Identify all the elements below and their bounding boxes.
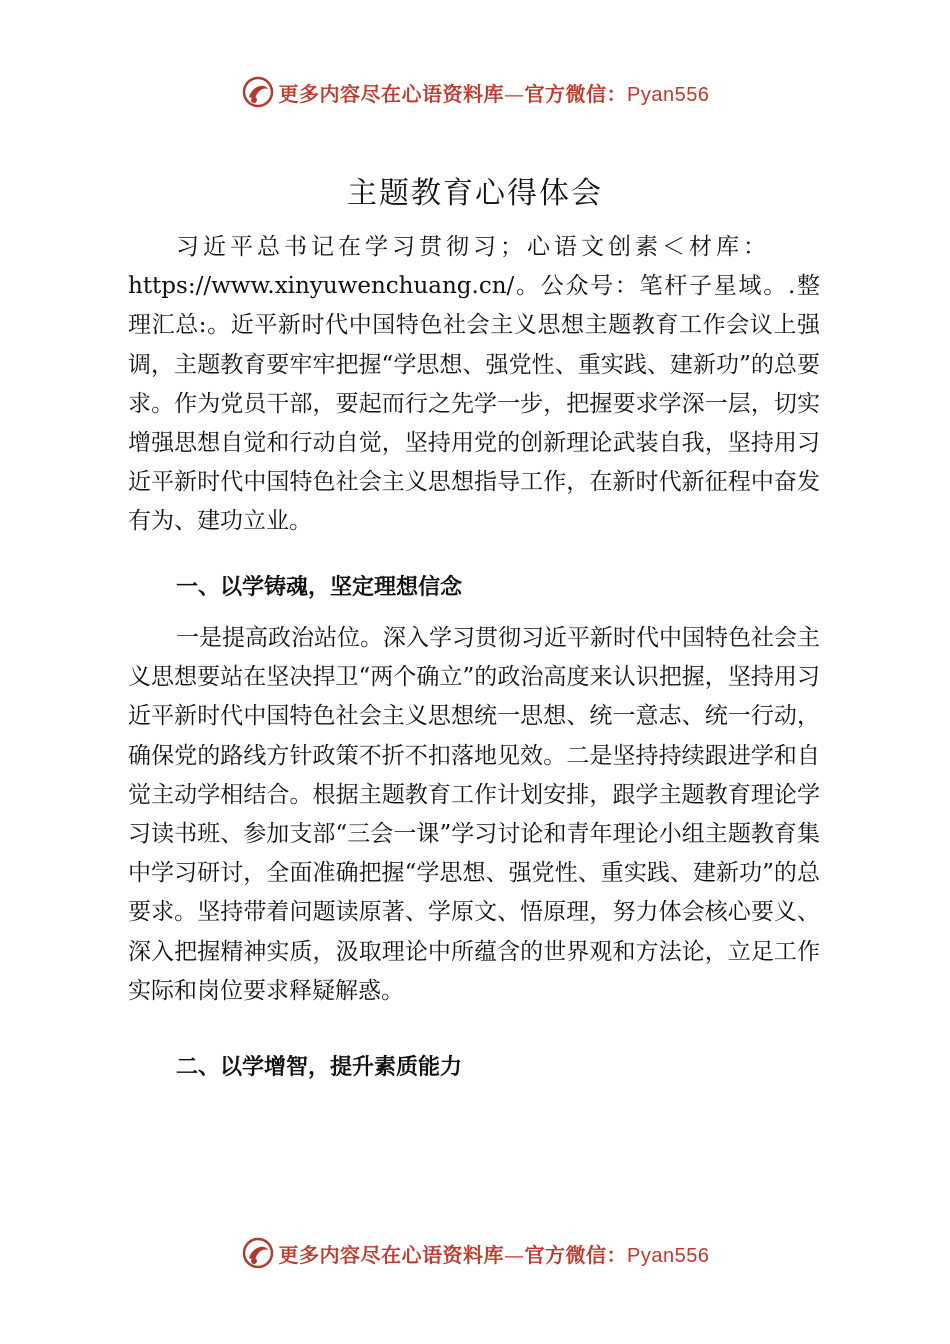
swirl-logo-icon (241, 75, 275, 109)
section-heading-1: 一、以学铸魂，坚定理想信念 (176, 574, 463, 599)
footer-watermark (0, 1233, 950, 1273)
watermark-separator: — (504, 81, 525, 106)
section1-paragraph: 一是提高政治站位。深入学习贯彻习近平新时代中国特色社会主义思想要站在坚决捍卫“两个确立”的政治高度来认识把握，坚持用习近平新时代中国特色社会主义思想统一思想、统一意志、统一行动，确保党的路线方针政策不折不扣落地见效。二是坚持持续跟进学和自觉主动学相结合。根据主题教育工作计划安排，跟学主题教育理论学习读书班、参加支部“三会一课”学习讨论和青年理论小组主题教育集中学习研讨，全面准确把握“学思想、强党性、重实践、建新功”的总要求。坚持带着问题读原著、学原文、悟原理，努力体会核心要义、深入把握精神实质，汲取理论中所蕴含的世界观和方法论，立足工作实际和岗位要求释疑解惑。 (128, 625, 820, 1004)
section-heading-2: 二、以学增智，提升素质能力 (176, 1054, 463, 1079)
watermark-site-text: 更多内容尽在心语资料库 (278, 81, 505, 106)
swirl-logo-icon (241, 1236, 275, 1270)
header-watermark (0, 72, 950, 112)
intro-line1: 习近平总书记在学习贯彻习；心语文创素＜材库： (176, 234, 770, 260)
watermark-wechat-label: 官方微信： (524, 81, 628, 106)
intro-paragraph (128, 228, 820, 542)
document-title: 主题教育心得体会 (347, 176, 603, 211)
watermark-site-text: 更多内容尽在心语资料库 (278, 1242, 505, 1267)
watermark-wechat-label: 官方微信： (524, 1242, 628, 1267)
intro-rest: https://www.xinyuwenchuang.cn/。公众号：笔杆子星域。.整理汇总:。近平新时代中国特色社会主义思想主题教育工作会议上强调，主题教育要牢牢把握“学思想、强党性、重实践、建新功”的总要求。作为党员干部，要起而行之先学一步，把握要求学深一层，切实增强思想自觉和行动自觉，坚持用党的创新理论武装自我，坚持用习近平新时代中国特色社会主义思想指导工作，在新时代新征程中奋发有为、建功立业。 (128, 273, 820, 535)
watermark-banner (241, 1236, 710, 1270)
watermark-banner (241, 75, 710, 109)
watermark-wechat-id: Pyan556 (627, 83, 710, 106)
watermark-separator: — (504, 1242, 525, 1267)
watermark-wechat-id: Pyan556 (627, 1244, 710, 1267)
